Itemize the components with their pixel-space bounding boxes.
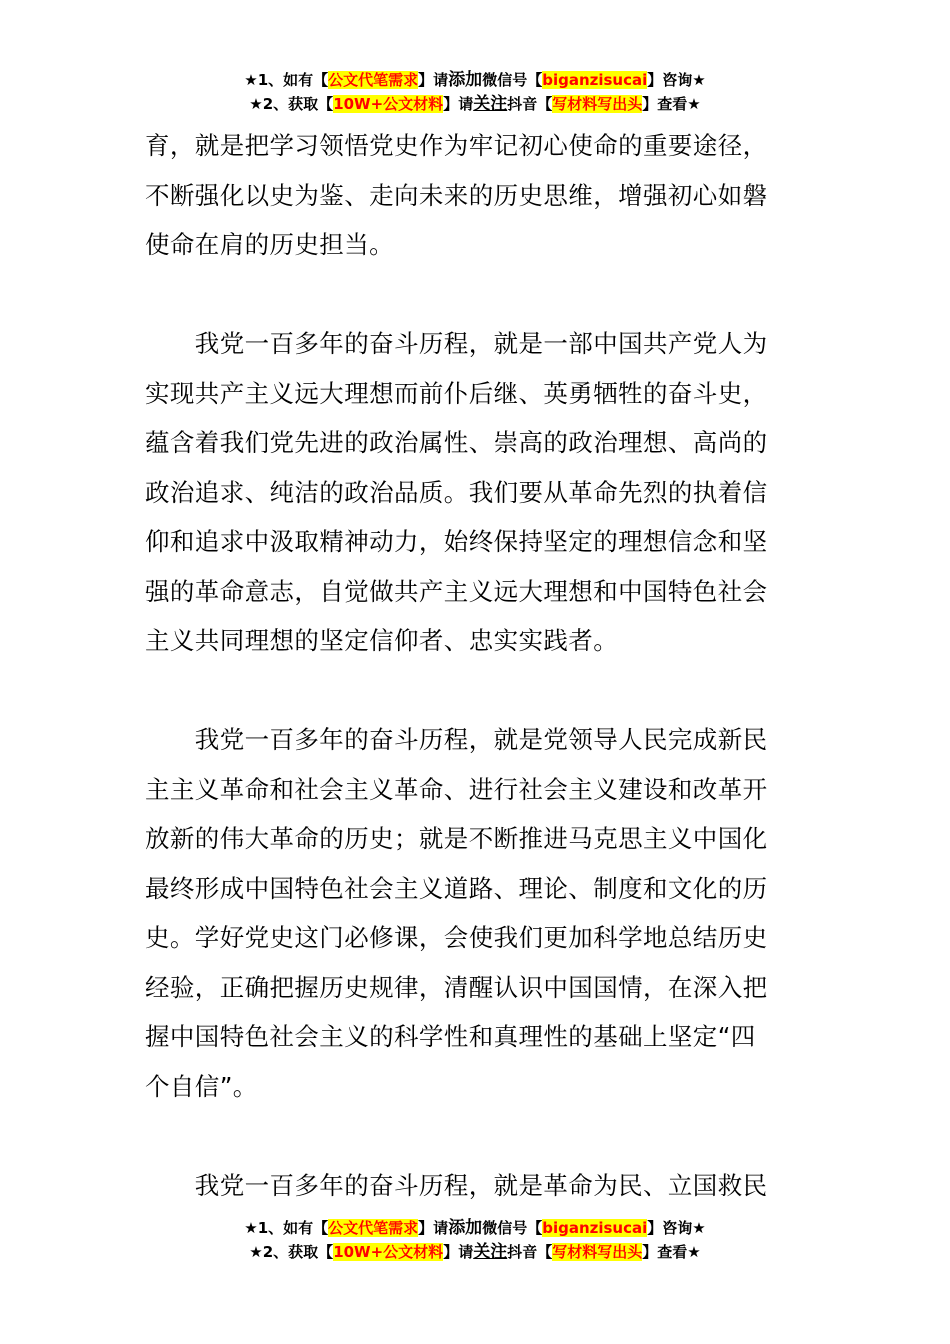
emphasis-text: 关注	[473, 1242, 508, 1262]
banner-text: 抖音【	[507, 95, 553, 113]
banner-text: 】咨询★	[647, 1219, 706, 1237]
banner-text: 】请	[418, 71, 449, 89]
footer-banner	[0, 1216, 950, 1264]
highlight-service: 公文代笔需求	[328, 71, 419, 89]
text-line: 我党一百多年的奋斗历程，就是一部中国共产党人为	[145, 329, 768, 358]
banner-text: ★2、获取【	[249, 95, 334, 113]
highlight-service: 公文代笔需求	[328, 1219, 419, 1237]
text-line: 仰和追求中汲取精神动力，始终保持坚定的理想信念和坚	[145, 527, 768, 556]
banner-text: 】咨询★	[647, 71, 706, 89]
banner-line-1	[0, 1216, 950, 1240]
text-line: 强的革命意志，自觉做共产主义远大理想和中国特色社会	[145, 576, 768, 606]
banner-text: 】查看★	[642, 95, 701, 113]
text-line: 我党一百多年的奋斗历程，就是党领导人民完成新民	[145, 725, 768, 754]
text-line: 使命在肩的历史担当。	[145, 230, 394, 259]
emphasis-text: 添加	[448, 70, 483, 90]
highlight-wechat-id: biganzisucai	[542, 71, 648, 89]
document-body	[145, 121, 815, 1210]
text-line: 主主义革命和社会主义革命、进行社会主义建设和改革开	[145, 774, 768, 804]
banner-text: 】请	[443, 95, 474, 113]
text-line: 实现共产主义远大理想而前仆后继、英勇牺牲的奋斗史，	[145, 378, 768, 408]
banner-text: 微信号【	[482, 71, 543, 89]
paragraph	[145, 121, 815, 270]
text-line: 经验，正确把握历史规律，清醒认识中国国情，在深入把	[145, 972, 768, 1002]
text-line: 育，就是把学习领悟党史作为牢记初心使命的重要途径，	[145, 131, 768, 160]
paragraph-gap	[145, 666, 815, 716]
text-line: 握中国特色社会主义的科学性和真理性的基础上坚定“四	[145, 1022, 756, 1051]
highlight-materials: 10W+公文材料	[333, 1243, 444, 1261]
banner-text: 】请	[443, 1243, 474, 1261]
paragraph	[145, 1161, 815, 1211]
banner-text: ★1、如有【	[244, 71, 329, 89]
text-line: 最终形成中国特色社会主义道路、理论、制度和文化的历	[145, 873, 768, 903]
emphasis-text: 添加	[448, 1218, 483, 1238]
banner-text: ★1、如有【	[244, 1219, 329, 1237]
banner-text: 】查看★	[642, 1243, 701, 1261]
banner-text: 抖音【	[507, 1243, 553, 1261]
banner-text: 微信号【	[482, 1219, 543, 1237]
text-line: 蕴含着我们党先进的政治属性、崇高的政治理想、高尚的	[145, 428, 768, 457]
text-line: 主义共同理想的坚定信仰者、忠实实践者。	[145, 626, 619, 655]
text-line: 放新的伟大革命的历史；就是不断推进马克思主义中国化	[145, 824, 768, 853]
paragraph	[145, 715, 815, 1111]
text-line: 史。学好党史这门必修课，会使我们更加科学地总结历史	[145, 923, 768, 952]
paragraph-gap	[145, 1111, 815, 1161]
banner-line-2	[0, 1240, 950, 1264]
highlight-materials: 10W+公文材料	[333, 95, 444, 113]
banner-text: ★2、获取【	[249, 1243, 334, 1261]
paragraph	[145, 319, 815, 666]
highlight-douyin-account: 写材料写出头	[552, 1243, 643, 1261]
text-line: 我党一百多年的奋斗历程，就是革命为民、立国救民	[145, 1170, 768, 1200]
highlight-douyin-account: 写材料写出头	[552, 95, 643, 113]
paragraph-gap	[145, 270, 815, 320]
banner-line-1	[0, 68, 950, 92]
text-line: 不断强化以史为鉴、走向未来的历史思维，增强初心如磐	[145, 180, 768, 210]
header-banner	[0, 68, 950, 116]
highlight-wechat-id: biganzisucai	[542, 1219, 648, 1237]
text-line: 政治追求、纯洁的政治品质。我们要从革命先烈的执着信	[145, 477, 768, 507]
emphasis-text: 关注	[473, 94, 508, 114]
banner-line-2	[0, 92, 950, 116]
banner-text: 】请	[418, 1219, 449, 1237]
text-line: 个自信”。	[145, 1071, 258, 1101]
